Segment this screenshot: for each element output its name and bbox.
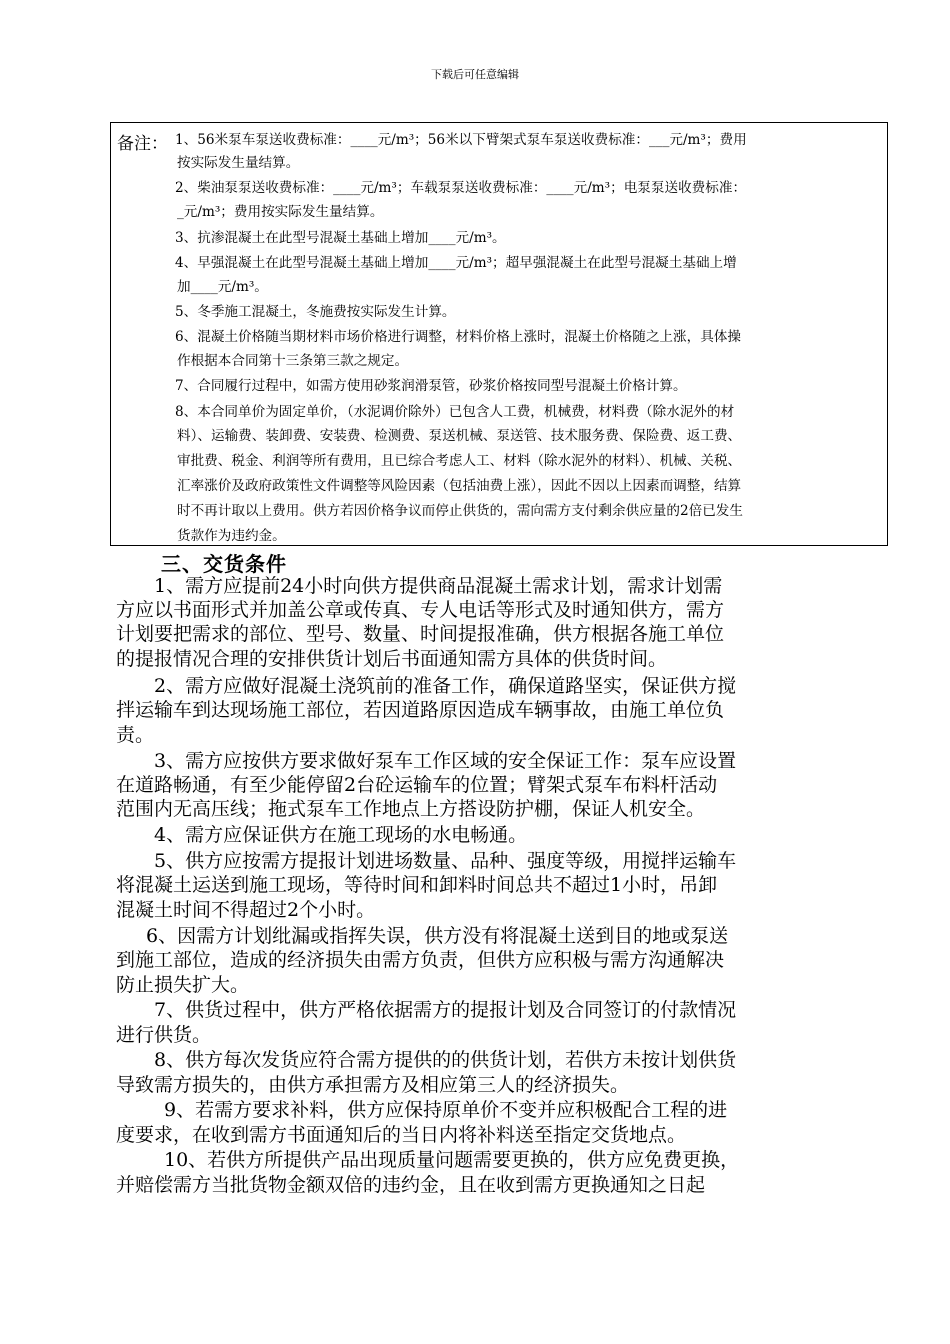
para-line: 到施工部位，造成的经济损失由需方负责，但供方应积极与需方沟通解决 bbox=[116, 949, 725, 971]
para-line: 6、因需方计划纰漏或指挥失误，供方没有将混凝土送到目的地或泵送 bbox=[146, 925, 729, 947]
note-line: 货款作为违约金。 bbox=[177, 528, 286, 544]
note-line: 7、合同履行过程中，如需方使用砂浆润滑泵管，砂浆价格按同型号混凝土价格计算。 bbox=[175, 378, 687, 394]
para-line: 4、需方应保证供方在施工现场的水电畅通。 bbox=[154, 824, 528, 846]
notes-box bbox=[110, 122, 888, 546]
notes-label: 备注： bbox=[117, 134, 168, 154]
para-line: 2、需方应做好混凝土浇筑前的准备工作，确保道路坚实，保证供方搅 bbox=[154, 675, 737, 697]
para-line: 7、供货过程中，供方严格依据需方的提报计划及合同签订的付款情况 bbox=[154, 999, 737, 1021]
note-line: _元/m³；费用按实际发生量结算。 bbox=[177, 204, 384, 220]
note-line: 按实际发生量结算。 bbox=[177, 155, 300, 171]
note-line: 料）、运输费、装卸费、安装费、检测费、泵送机械、泵送管、技术服务费、保险费、返工费、 bbox=[177, 428, 742, 444]
note-line: 2、柴油泵泵送收费标准：____元/m³；车载泵泵送收费标准：____元/m³；电泵泵送收费标准： bbox=[175, 180, 747, 196]
para-line: 5、供方应按需方提报计划进场数量、品种、强度等级，用搅拌运输车 bbox=[154, 850, 737, 872]
para-line: 防止损失扩大。 bbox=[116, 974, 250, 996]
para-line: 进行供货。 bbox=[116, 1024, 212, 1046]
para-line: 8、供方每次发货应符合需方提供的的供货计划，若供方未按计划供货 bbox=[154, 1049, 737, 1071]
note-line: 审批费、税金、利润等所有费用，且已综合考虑人工、材料（除水泥外的材料）、机械、关税、 bbox=[177, 453, 742, 469]
para-line: 导致需方损失的，由供方承担需方及相应第三人的经济损失。 bbox=[116, 1074, 630, 1096]
para-line: 3、需方应按供方要求做好泵车工作区域的安全保证工作：泵车应设置 bbox=[154, 750, 737, 772]
para-line: 在道路畅通，有至少能停留2台砼运输车的位置；臂架式泵车布料杆活动 bbox=[116, 774, 718, 796]
note-line: 作根据本合同第十三条第三款之规定。 bbox=[177, 353, 409, 369]
para-line: 计划要把需求的部位、型号、数量、时间提报准确，供方根据各施工单位 bbox=[116, 623, 725, 645]
note-line: 3、抗渗混凝土在此型号混凝土基础上增加____元/m³。 bbox=[175, 230, 506, 246]
para-line: 范围内无高压线；拖式泵车工作地点上方搭设防护棚，保证人机安全。 bbox=[116, 798, 706, 820]
note-line: 6、混凝土价格随当期材料市场价格进行调整，材料价格上涨时，混凝土价格随之上涨，具体操 bbox=[175, 329, 741, 345]
section-title: 三、交货条件 bbox=[161, 552, 287, 576]
note-line: 汇率涨价及政府政策性文件调整等风险因素（包括油费上涨），因此不因以上因素而调整，结算 bbox=[177, 478, 742, 494]
para-line: 度要求，在收到需方书面通知后的当日内将补料送至指定交货地点。 bbox=[116, 1124, 687, 1146]
para-line: 将混凝土运送到施工现场，等待时间和卸料时间总共不超过1小时，吊卸 bbox=[116, 874, 718, 896]
para-line: 10、若供方所提供产品出现质量问题需要更换的，供方应免费更换， bbox=[164, 1149, 740, 1171]
para-line: 并赔偿需方当批货物金额双倍的违约金，且在收到需方更换通知之日起 bbox=[116, 1174, 706, 1196]
note-line: 1、56米泵车泵送收费标准：____元/m³；56米以下臂架式泵车泵送收费标准：___元/m³；费用 bbox=[175, 132, 747, 148]
note-line: 8、本合同单价为固定单价，（水泥调价除外）已包含人工费，机械费，材料费（除水泥外的材 bbox=[175, 404, 735, 420]
note-line: 加____元/m³。 bbox=[177, 279, 268, 295]
para-line: 方应以书面形式并加盖公章或传真、专人电话等形式及时通知供方，需方 bbox=[116, 599, 725, 621]
para-line: 责。 bbox=[116, 724, 155, 746]
page-header: 下载后可任意编辑 bbox=[431, 68, 519, 81]
para-line: 混凝土时间不得超过2个小时。 bbox=[116, 899, 376, 921]
note-line: 4、早强混凝土在此型号混凝土基础上增加____元/m³；超早强混凝土在此型号混凝土基础上增 bbox=[175, 255, 737, 271]
para-line: 9、若需方要求补料，供方应保持原单价不变并应积极配合工程的进 bbox=[164, 1099, 728, 1121]
note-line: 5、冬季施工混凝土，冬施费按实际发生计算。 bbox=[175, 304, 456, 320]
para-line: 的提报情况合理的安排供货计划后书面通知需方具体的供货时间。 bbox=[116, 648, 668, 670]
note-line: 时不再计取以上费用。供方若因价格争议而停止供货的，需向需方支付剩余供应量的2倍已发生 bbox=[177, 503, 743, 519]
para-line: 1、需方应提前24小时向供方提供商品混凝土需求计划，需求计划需 bbox=[154, 575, 723, 597]
para-line: 拌运输车到达现场施工部位，若因道路原因造成车辆事故，由施工单位负 bbox=[116, 699, 725, 721]
